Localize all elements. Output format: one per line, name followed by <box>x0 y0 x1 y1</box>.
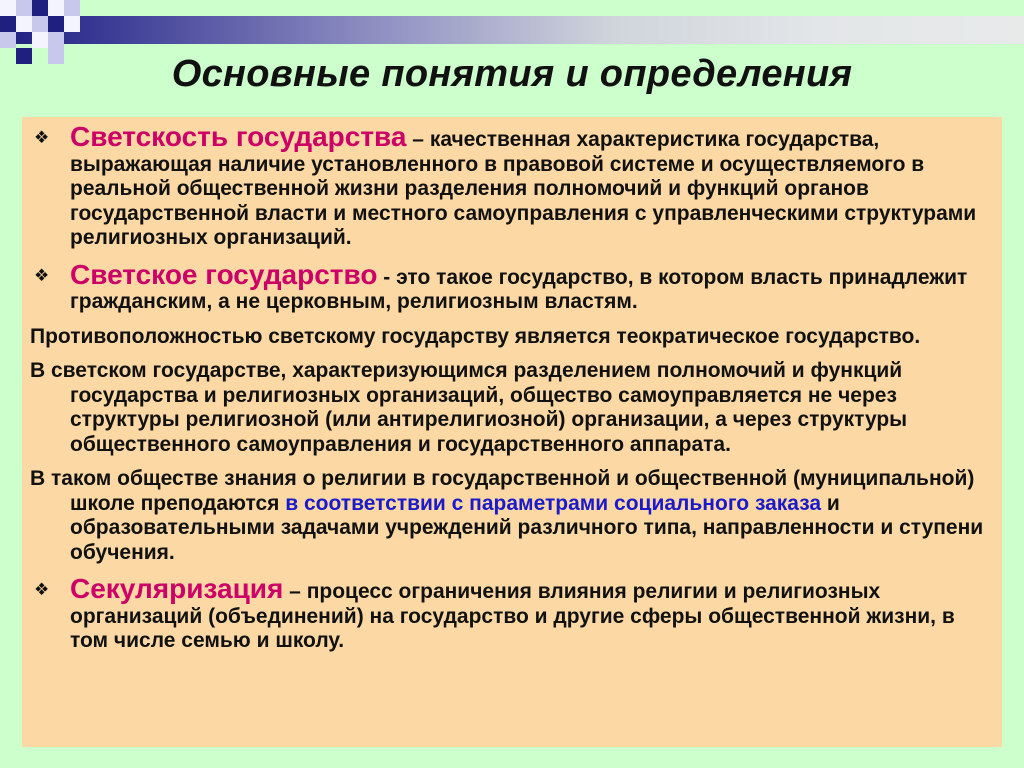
diamond-dots-icon: ❖ <box>34 580 50 599</box>
header-gradient-band <box>0 16 1024 44</box>
term-label: Светское государство <box>70 258 378 290</box>
definition-text: - это такое государство, в котором власть принадлежит гражданским, а не церковным, религиозным властям. <box>70 265 968 313</box>
slide-title: Основные понятия и определения <box>171 53 853 95</box>
highlighted-text: в соответствии с параметрами социального заказа <box>285 491 822 515</box>
term-label: Секуляризация <box>70 573 284 604</box>
paragraph-self-government: В светском государстве, характеризующимся разделением полномочий и функций государства и религиозных организаций, общество самоуправляется не через структуры религиозной (или антирелигиозной) организации, а через структуры общественного самоуправления и государственного аппарата. <box>30 359 908 456</box>
content-panel <box>22 117 1002 747</box>
paragraph-religion-education <box>30 467 990 565</box>
paragraph-text: В таком обществе знания о религии в государственной и общественной (муниципальной) школе преподаются <box>30 467 975 515</box>
diamond-dots-icon: ❖ <box>34 128 50 147</box>
diamond-dots-icon: ❖ <box>34 265 50 285</box>
definition-text: – качественная характеристика государства, выражающая наличие установленного в правовой системе и осуществляемого в реальной общественной жизни разделения полномочий и функций органов государственной власти и местного самоуправления с управленческими структурами религиозных организаций. <box>70 128 977 249</box>
definition-secular-state <box>30 258 990 315</box>
paragraph-text: и образовательными задачами учреждений различного типа, направленности и ступени обучения. <box>70 491 984 564</box>
definition-secularity <box>30 123 990 251</box>
definition-text: – процесс ограничения влияния религии и религиозных организаций (объединений) на государство и другие сферы общественной жизни, в том числе семью и школу. <box>70 580 955 652</box>
paragraph-theocratic: Противоположностью светскому государству является теократическое государство. <box>30 324 921 348</box>
term-label: Светскость государства <box>70 121 407 152</box>
definition-secularization <box>30 575 990 654</box>
